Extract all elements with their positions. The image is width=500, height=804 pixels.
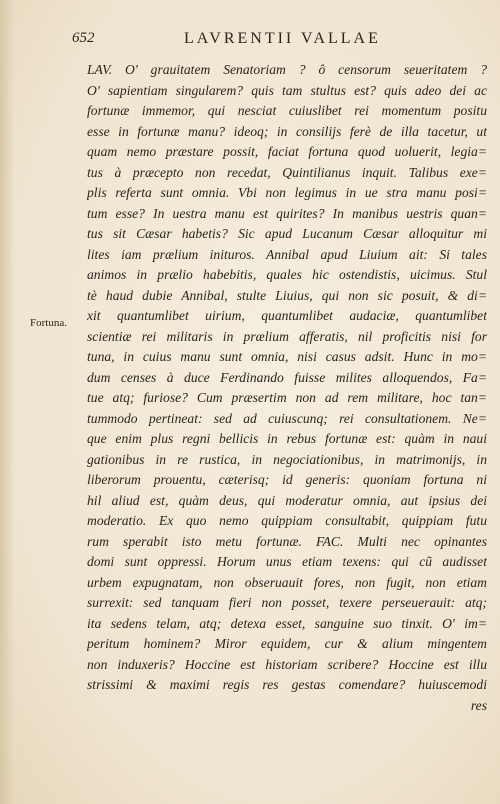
text-line: peritum hominem? Miror equidem, cur & alium mingentem <box>87 636 487 651</box>
text-line: tus sit Cæsar habetis? Sic apud Lucanum Cæsar alloquitur mi <box>87 226 487 241</box>
page-gutter-shadow <box>0 0 14 804</box>
text-line: dum censes à duce Ferdinando fuisse milites alloquendos, Fa= <box>87 369 487 385</box>
text-line: gationibus in re rustica, in negociationibus, in matrimonijs, in <box>87 451 487 467</box>
text-line: ita sedens telam, atq; detexa esset, sanguine suo tinxit. O' im= <box>87 615 487 631</box>
text-line: moderatio. Ex quo nemo quippiam consultabit, quippiam futu <box>87 513 487 528</box>
text-line: urbem expugnatam, non obseruauit fores, non fugit, non etiam <box>87 574 487 590</box>
text-line: fortunæ immemor, qui nesciat cuiuslibet rei momentum positu <box>87 103 487 118</box>
text-line: tummodo pertineat: sed ad cuiuscunq; rei consultationem. Ne= <box>87 410 487 426</box>
page-number: 652 <box>72 30 95 46</box>
text-line: hil aliud est, quàm deus, qui moderatur omnia, aut ipsius dei <box>87 492 487 508</box>
text-line: liberorum prouentu, cæterisq; id generis: quoniam fortuna ni <box>87 472 487 487</box>
text-line: LAV. O' grauitatem Senatoriam ? ô censorum seueritatem ? <box>87 62 487 77</box>
text-line: que enim plus regni bellicis in rebus fortunæ est: quàm in naui <box>87 431 487 446</box>
text-line: lites iam prælium inituros. Annibal apud Liuium ait: Si tales <box>87 246 487 262</box>
text-line: xit quantumlibet uirium, quantumlibet audaciæ, quantumlibet <box>87 308 487 323</box>
text-line: strissimi & maximi regis res gestas comendare? huiuscemodi <box>87 677 487 692</box>
text-line: tum esse? In uestra manu est quirites? In manibus uestris quan= <box>87 205 487 221</box>
text-line: non induxeris? Hoccine est historiam scribere? Hoccine est illu <box>87 656 487 672</box>
body-text <box>87 60 487 716</box>
text-line: quam nemo præstare possit, faciat fortuna quod uoluerit, legia= <box>87 144 487 159</box>
page-header <box>72 30 492 52</box>
running-head: LAVRENTII VALLAE <box>184 30 381 47</box>
text-line: rum sperabit isto metu fortunæ. FAC. Multi nec opinantes <box>87 533 487 549</box>
catchword: res <box>470 697 487 713</box>
text-line: O' sapientiam singularem? quis tam stultus est? quis adeo dei ac <box>87 82 487 98</box>
text-line: scientiæ rei militaris in prælium afferatis, nil proficitis nisi for <box>87 328 487 344</box>
text-line: plis referta sunt omnia. Vbi non legimus in ue stra manu posi= <box>87 185 487 200</box>
text-line: esse in fortunæ manu? ideoq; in consilijs ferè de illa tacetur, ut <box>87 123 487 139</box>
text-line: tue atq; furiose? Cum præsertim non ad rem militare, hoc tan= <box>87 390 487 405</box>
text-line: tus à præcepto non recedat, Quintilianus inquit. Talibus exe= <box>87 164 487 180</box>
marginal-note: Fortuna. <box>30 317 67 329</box>
text-line: domi sunt oppressi. Horum unus etiam texens: qui cũ audisset <box>87 554 487 569</box>
text-line: surrexit: sed tanquam fieri non posset, texere perseuerauit: atq; <box>87 595 487 610</box>
text-line: animos in prælio habebitis, quales hic ostendistis, uicimus. Stul <box>87 267 487 282</box>
text-line: tè haud dubie Annibal, stulte Liuius, qui non sic posuit, & di= <box>87 287 487 303</box>
text-line: tuna, in cuius manu sunt omnia, nisi casus adsit. Hunc in mo= <box>87 349 487 364</box>
